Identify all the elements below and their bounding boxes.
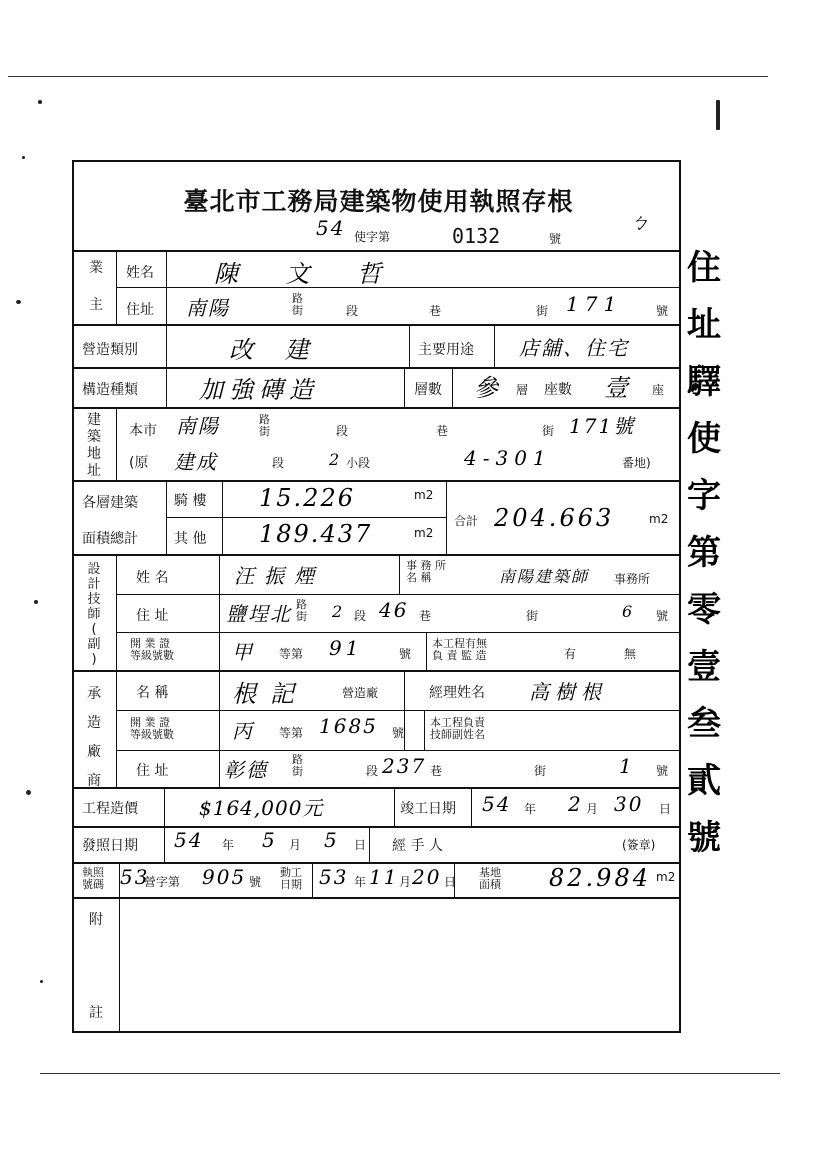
owner-name-label: 姓名 [126, 265, 154, 281]
owner-name-value: 陳 文 哲 [214, 260, 402, 288]
cost-label: 工程造價 [82, 801, 138, 817]
main-use-label: 主要用途 [418, 342, 474, 358]
grid-line [312, 862, 313, 897]
complete-day: 30 [614, 792, 644, 816]
site-alley-label: 街 [542, 424, 555, 438]
grid-line [404, 670, 405, 750]
remarks-top-char: 附 [89, 912, 103, 928]
site-number-value: 171號 [569, 414, 636, 438]
contractor-license-mid: 等第 [279, 726, 304, 740]
designer-office-suffix: 事務所 [614, 572, 651, 586]
issue-year-label: 年 [222, 838, 235, 852]
grid-line [116, 710, 679, 711]
right-margin-text: 住 址 驛 使 字 第 零 壹 叁 貳 號 [687, 248, 721, 858]
owner-address-label: 住址 [126, 302, 154, 318]
site-city-label: 本市 [129, 423, 157, 439]
remarks-bottom-char: 註 [89, 1005, 103, 1021]
issue-day: 5 [324, 828, 339, 852]
handler-label: 經 手 人 [392, 838, 443, 854]
site-section-chars: 建 築 地 址 [87, 412, 101, 479]
contractor-manager-label: 經理姓名 [429, 685, 485, 701]
designer-supervise-label: 本工程有無 負 責 監 造 [432, 637, 487, 662]
grid-line [116, 632, 679, 633]
scan-speck [22, 156, 25, 159]
site-road-label: 路 街 [259, 413, 270, 438]
grid-line [74, 480, 679, 482]
designer-lane-label: 巷 [419, 609, 432, 623]
structure-label: 構造種類 [82, 382, 138, 398]
start-month: 11 [369, 865, 399, 889]
designer-supervise-value: 有 [564, 647, 577, 661]
grid-line [116, 750, 679, 751]
contractor-name-label: 名 稱 [136, 685, 169, 701]
contractor-address-label: 住 址 [136, 763, 169, 779]
designer-name-value: 汪振煙 [234, 564, 324, 588]
start-day: 20 [412, 865, 442, 889]
form-title: 臺北市工務局建築物使用執照存根 [183, 187, 574, 216]
contractor-factory-label: 營造廠 [342, 686, 379, 700]
serial-number: 0132 [452, 224, 501, 248]
site-lot-label: 番地) [622, 456, 651, 470]
grid-line [74, 897, 679, 899]
start-date-label: 動工 日期 [280, 866, 302, 891]
buildings-value: 壹 [604, 374, 630, 402]
designer-section-chars: 設 計 技 師 ( 副 ) [87, 562, 101, 667]
floors-label: 層數 [414, 382, 442, 398]
grid-line [222, 480, 223, 554]
contractor-license-grade: 丙 [232, 719, 254, 743]
owner-road-label: 路 街 [292, 292, 303, 317]
arcade-unit: m2 [414, 488, 434, 502]
complete-month: 2 [568, 792, 583, 816]
designer-number-label: 號 [656, 609, 669, 623]
grid-line [369, 826, 370, 862]
buildings-unit: 座 [652, 383, 665, 397]
contractor-lane-label: 巷 [430, 764, 443, 778]
grid-line [74, 324, 679, 326]
owner-section-char: 業 [89, 260, 103, 276]
owner-number-label: 號 [656, 304, 669, 318]
designer-supervise-none: 無 [624, 647, 637, 661]
grid-line [166, 480, 167, 554]
grid-line [164, 826, 165, 862]
scan-speck [34, 600, 38, 604]
grid-line [116, 250, 117, 324]
designer-license-number: 91 [329, 636, 363, 660]
grid-line [452, 367, 453, 407]
contractor-license-suffix: 號 [392, 726, 405, 740]
issue-year: 54 [174, 828, 204, 852]
designer-duan-value: 2 [332, 602, 345, 621]
complete-year: 54 [482, 792, 512, 816]
issue-month-label: 月 [289, 838, 302, 852]
contractor-alley-label: 街 [534, 764, 547, 778]
start-month-label: 月 [399, 875, 412, 889]
grid-line [409, 324, 410, 367]
contractor-tech-label: 本工程負責 技師副姓名 [430, 716, 485, 741]
permit-number-value: 905 [202, 865, 247, 889]
site-lot-value: 4-301 [464, 446, 552, 470]
designer-address-label: 住 址 [136, 608, 169, 624]
site-city-value: 南陽 [176, 414, 220, 438]
other-unit: m2 [414, 526, 434, 540]
site-district-value: 建成 [174, 450, 218, 474]
grid-line [74, 670, 679, 672]
grid-line [219, 554, 220, 787]
construction-type-value: 改 建 [229, 336, 321, 364]
contractor-number-value: 1 [619, 754, 634, 778]
designer-license-grade: 甲 [232, 640, 254, 664]
grid-line [116, 594, 679, 595]
scan-speck [38, 100, 42, 104]
other-label: 其 他 [174, 531, 207, 547]
grid-line [399, 554, 400, 594]
designer-number-value: 6 [622, 602, 635, 621]
grid-line [164, 787, 165, 826]
start-year: 53 [319, 865, 349, 889]
buildings-label: 座數 [544, 382, 572, 398]
site-duan2-label: 段 [272, 456, 285, 470]
owner-duan-label: 段 [346, 304, 359, 318]
designer-lane-value: 46 [379, 598, 409, 622]
start-year-label: 年 [354, 875, 367, 889]
grid-line [471, 787, 472, 826]
designer-office-label: 事 務 所 名 稱 [406, 559, 446, 584]
serial-suffix: 號 [549, 232, 562, 246]
owner-alley-label: 街 [536, 304, 549, 318]
scan-line-top [8, 76, 768, 77]
grid-line [166, 324, 167, 407]
owner-number-value: 171 [566, 292, 623, 316]
scan-speck [716, 100, 720, 130]
designer-alley-label: 街 [526, 609, 539, 623]
grid-line [426, 632, 427, 670]
construction-type-label: 營造類別 [82, 342, 138, 358]
complete-day-label: 日 [659, 802, 672, 816]
contractor-duan-label: 段 [366, 764, 379, 778]
permit-number-suffix: 號 [249, 875, 262, 889]
contractor-number-label: 號 [656, 764, 669, 778]
floors-unit: 層 [516, 383, 529, 397]
owner-lane-label: 巷 [429, 304, 442, 318]
area-label-line1: 各層建築 [82, 495, 138, 511]
issue-date-label: 發照日期 [82, 838, 138, 854]
site-lane-label: 巷 [436, 424, 449, 438]
serial-prefix: 54 [316, 216, 346, 240]
grid-line [119, 897, 120, 1033]
grid-line [74, 250, 679, 252]
grid-line [446, 480, 447, 554]
grid-line [494, 324, 495, 367]
contractor-license-number: 1685 [319, 714, 378, 738]
designer-license-mid: 等第 [279, 647, 304, 661]
designer-duan-label: 段 [354, 609, 367, 623]
sign-label: (簽章) [622, 838, 656, 852]
grid-line [394, 787, 395, 826]
start-day-label: 日 [444, 875, 457, 889]
permit-form [72, 160, 681, 1033]
area-label-line2: 面積總計 [82, 531, 138, 547]
grid-line [404, 367, 405, 407]
arcade-value: 15.226 [259, 484, 355, 512]
site-area-unit: m2 [656, 870, 676, 884]
scan-speck [40, 980, 43, 983]
total-unit: m2 [649, 512, 669, 526]
structure-value: 加強磚造 [199, 376, 319, 404]
designer-office-value: 南陽建築師 [499, 567, 590, 586]
permit-prefix-value: 53 [120, 865, 150, 889]
issue-day-label: 日 [354, 838, 367, 852]
designer-address-value: 鹽埕北 [226, 602, 292, 626]
serial-label: 使字第 [354, 230, 391, 244]
grid-line [116, 407, 117, 480]
site-subsection-label: 小段 [346, 456, 371, 470]
site-duan-label: 段 [336, 424, 349, 438]
site-area-label: 基地 面積 [479, 866, 501, 891]
grid-line [166, 517, 446, 518]
designer-license-label: 開 業 證 等級號數 [130, 637, 174, 662]
complete-month-label: 月 [586, 802, 599, 816]
designer-name-label: 姓 名 [136, 570, 169, 586]
grid-line [424, 710, 425, 750]
grid-line [74, 367, 679, 369]
scan-speck [16, 300, 21, 304]
scan-line-bottom [40, 1073, 780, 1074]
site-subsection-value: 2 [329, 450, 342, 469]
complete-label: 竣工日期 [400, 801, 456, 817]
site-orig-label: (原 [129, 455, 149, 471]
total-label: 合計 [454, 514, 479, 528]
contractor-manager-value: 高樹根 [529, 680, 607, 704]
other-value: 189.437 [259, 520, 373, 548]
grid-line [116, 554, 117, 787]
designer-road-label: 路 街 [296, 598, 307, 623]
designer-license-suffix: 號 [399, 647, 412, 661]
cost-value: $164,000元 [199, 796, 324, 820]
total-value: 204.663 [494, 504, 615, 532]
complete-year-label: 年 [524, 802, 537, 816]
grid-line [74, 554, 679, 556]
contractor-section-chars: 承 造 廠 商 [87, 686, 101, 789]
grid-line [74, 407, 679, 409]
floors-value: 參 [474, 374, 500, 402]
permit-prefix-label: 營字第 [144, 875, 181, 889]
contractor-name-value: 根記 [232, 680, 308, 708]
scan-speck [26, 790, 31, 795]
arcade-label: 騎 樓 [174, 493, 207, 509]
owner-address-value: 南陽 [186, 296, 230, 320]
contractor-license-label: 開 業 證 等級號數 [130, 716, 174, 741]
site-area-value: 82.984 [549, 864, 651, 892]
permit-number-label: 執照 號碼 [82, 866, 104, 891]
grid-line [166, 250, 167, 324]
issue-month: 5 [262, 828, 277, 852]
contractor-lane-value: 237 [382, 754, 427, 778]
corner-mark: ㄅ [629, 210, 651, 234]
main-use-value: 店舖、住宅 [519, 336, 629, 360]
contractor-address-value: 彰德 [224, 758, 268, 782]
owner-section-char: 主 [89, 297, 103, 313]
contractor-road-label: 路 街 [292, 753, 303, 778]
